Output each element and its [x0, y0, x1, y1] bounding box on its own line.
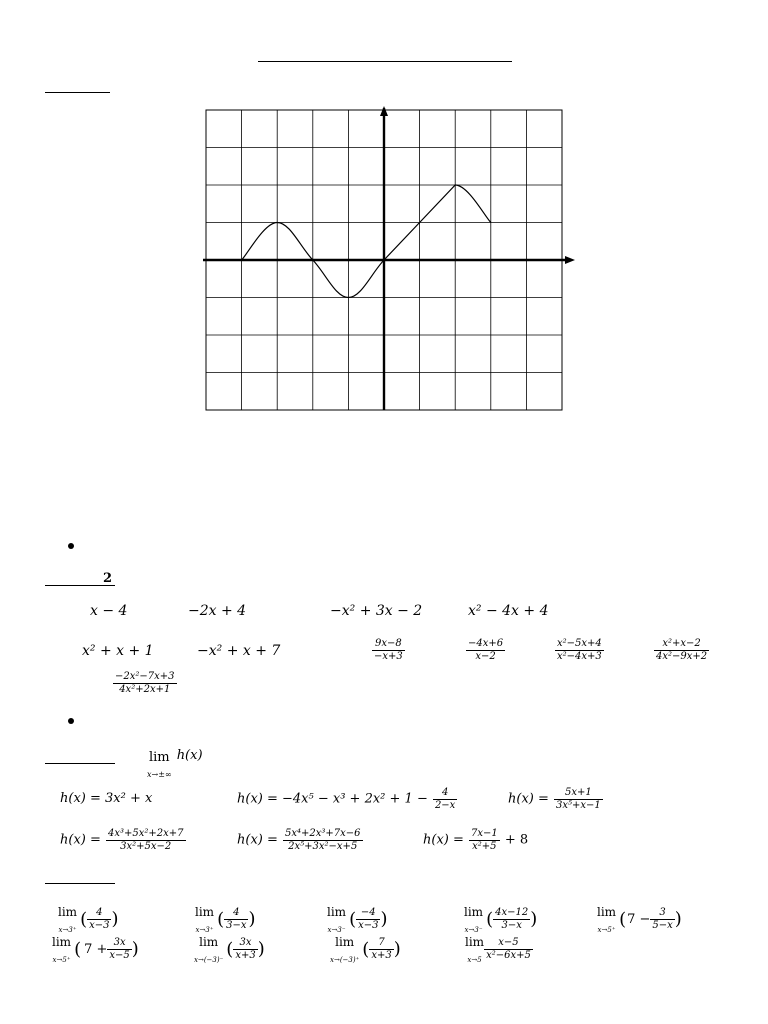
paren-close: ) — [111, 908, 119, 930]
poly-4: x² − 4x + 4 — [468, 603, 549, 619]
one-sided-limit — [194, 933, 265, 965]
paren-close: ) — [393, 938, 401, 960]
paren-close: ) — [530, 908, 538, 930]
h-function-3: h(x) = $\frac{5x+1}{\text{3x⁵+x−1}}$ — [508, 787, 601, 811]
limit-prefix: 7 + — [84, 941, 108, 957]
rational-5: $\frac{\text{−2x²−7x+3}}{\text{4x²+2x+1}}$ — [115, 671, 175, 695]
paren-open: ( — [217, 908, 225, 930]
poly-6: −x² + x + 7 — [197, 643, 281, 659]
x-axis-arrow — [565, 256, 575, 264]
section4-rule — [45, 883, 115, 884]
limit-fraction: $\frac{x-5}{\text{x²−6x+5}}$ — [486, 937, 531, 961]
limit-operator: lim x→(−3)⁺ — [330, 935, 360, 964]
h-function-2: h(x) = −4x⁵ − x³ + 2x² + 1 − $\frac{4}{2-x}$ — [237, 787, 456, 811]
limit-operator: lim x→5 — [465, 935, 485, 964]
rational-3: $\frac{\text{x²−5x+4}}{\text{x²−4x+3}}$ — [557, 638, 602, 662]
paren-close: ) — [380, 908, 388, 930]
rational-2: $\frac{-4x+6}{x-2}$ — [468, 638, 504, 662]
bullet-2 — [68, 718, 74, 724]
poly-1: x − 4 — [90, 603, 128, 619]
h-function-4: h(x) = $\frac{\text{4x³+5x²+2x+7}}{\text{3x²+5x−2}}$ — [60, 828, 184, 852]
h-function-1: h(x) = 3x² + x — [60, 791, 153, 806]
paren-open: ( — [80, 908, 88, 930]
function-curve — [242, 185, 491, 298]
one-sided-limit — [52, 933, 139, 965]
poly-3: −x² + 3x − 2 — [330, 603, 423, 619]
limit-fraction: $\frac{4}{x-3}$ — [89, 907, 110, 931]
paren-open: ( — [74, 938, 82, 960]
rational-4: $\frac{\text{x²+x−2}}{\text{4x²−9x+2}}$ — [656, 638, 708, 662]
limit-prefix: 7 − — [627, 911, 651, 927]
one-sided-limit — [58, 903, 119, 935]
limit-fraction: $\frac{3x}{x+3}$ — [235, 937, 256, 961]
bullet-1 — [68, 543, 74, 549]
paren-close: ) — [131, 938, 139, 960]
one-sided-limit — [597, 903, 682, 935]
one-sided-limit — [465, 933, 533, 965]
section2-number: 2 — [103, 571, 113, 586]
paren-open: ( — [362, 938, 370, 960]
one-sided-limit — [464, 903, 537, 935]
section2-rule — [45, 585, 115, 586]
poly-5: x² + x + 1 — [82, 643, 154, 659]
paren-close: ) — [248, 908, 256, 930]
one-sided-limit — [327, 903, 388, 935]
paren-open: ( — [619, 908, 627, 930]
title-rule — [258, 61, 512, 62]
y-axis-arrow — [380, 106, 388, 116]
limit-operator: lim x→3⁻ — [327, 905, 347, 934]
limit-fraction: $\frac{-4}{x-3}$ — [358, 907, 379, 931]
one-sided-limit — [330, 933, 401, 965]
limit-operator: lim x→5⁺ — [597, 905, 617, 934]
paren-open: ( — [226, 938, 234, 960]
paren-close: ) — [674, 908, 682, 930]
limit-fraction: $\frac{7}{x+3}$ — [371, 937, 392, 961]
paren-open: ( — [486, 908, 494, 930]
limit-fraction: $\frac{4}{3-x}$ — [226, 907, 247, 931]
paren-close: ) — [257, 938, 265, 960]
section3-rule — [45, 763, 115, 764]
h-function-6: h(x) = $\frac{7x-1}{\text{x²+5}}$ + 8 — [423, 828, 529, 852]
limit-header: lim x→±∞ $^{h(x)}$ — [147, 748, 203, 779]
rational-1: $\frac{9x-8}{-x+3}$ — [374, 638, 403, 662]
limit-fraction: $\frac{3}{5-x}$ — [652, 907, 673, 931]
paren-open: ( — [349, 908, 357, 930]
limit-operator: lim x→3⁺ — [195, 905, 215, 934]
function-graph — [200, 100, 580, 414]
limit-operator: lim x→3⁻ — [464, 905, 484, 934]
limit-fraction: $\frac{3x}{x-5}$ — [109, 937, 130, 961]
limit-operator: lim x→(−3)⁻ — [194, 935, 224, 964]
h-function-5: h(x) = $\frac{\text{5x⁴+2x³+7x−6}}{\text{2x⁵+3x²−x+5}}$ — [237, 828, 361, 852]
one-sided-limit — [195, 903, 256, 935]
limit-operator: lim x→3⁺ — [58, 905, 78, 934]
poly-2: −2x + 4 — [188, 603, 247, 619]
section1-rule — [45, 92, 110, 93]
limit-fraction: $\frac{4x-12}{3-x}$ — [495, 907, 529, 931]
limit-operator: lim x→5⁺ — [52, 935, 72, 964]
